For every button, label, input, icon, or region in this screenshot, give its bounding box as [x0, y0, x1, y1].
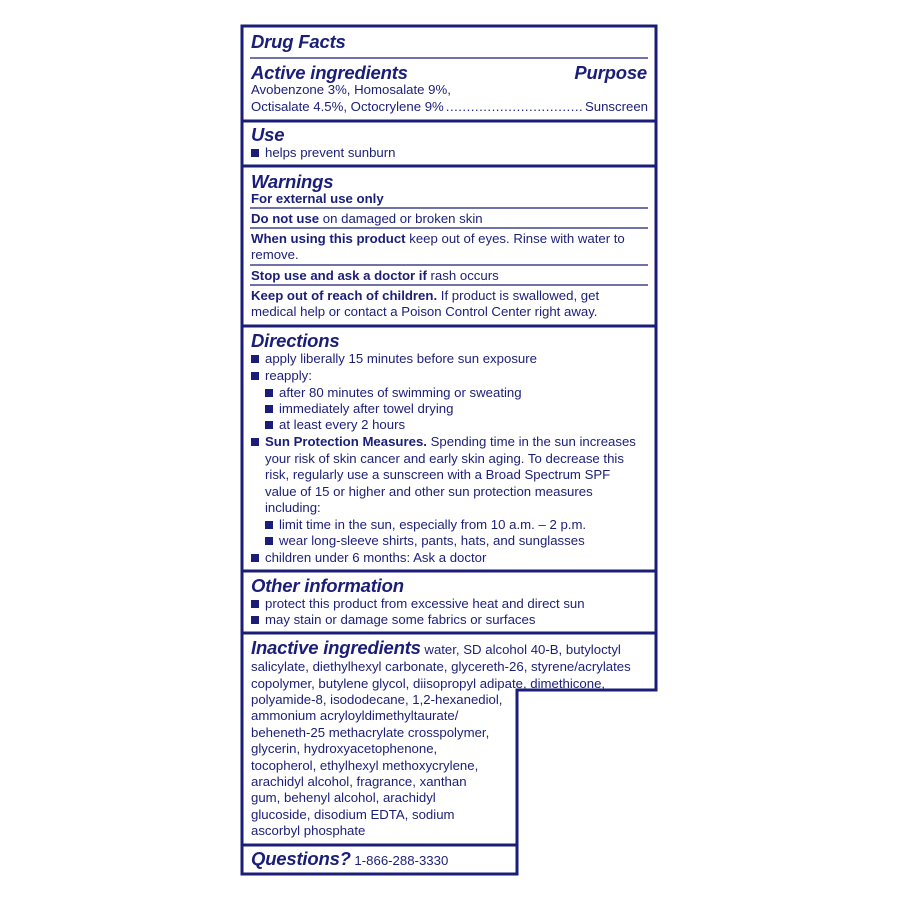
- inactive-ingredients-heading: Inactive ingredients: [251, 637, 421, 658]
- warnings-heading: Warnings: [251, 171, 334, 192]
- active-ingredients-text: Octisalate 4.5%, Octocrylene 9%: [251, 99, 444, 114]
- inactive-ingredients-first-line: Inactive ingredients water, SD alcohol 40-B, butyloctyl: [251, 637, 621, 658]
- direction-apply: apply liberally 15 minutes before sun exposure: [251, 351, 537, 367]
- other-information-item: may stain or damage some fabrics or surfaces: [251, 612, 535, 628]
- when-using-line-2: remove.: [251, 247, 299, 262]
- reapply-item: after 80 minutes of swimming or sweating: [265, 385, 522, 401]
- questions-line: [251, 848, 449, 869]
- inactive-ingredients-line: ascorbyl phosphate: [251, 823, 366, 838]
- other-information-heading: Other information: [251, 575, 404, 596]
- stop-use: Stop use and ask a doctor if rash occurs: [251, 268, 499, 283]
- sun-protection-measures-line: your risk of skin cancer and early skin aging. To decrease this: [265, 451, 624, 466]
- keep-out-line-1: Keep out of reach of children. If product is swallowed, get: [251, 288, 600, 303]
- active-ingredients-heading: Active ingredients: [251, 62, 408, 83]
- inactive-ingredients-line: salicylate, diethylhexyl carbonate, glycereth-26, styrene/acrylates: [251, 659, 631, 674]
- direction-reapply: reapply:: [251, 368, 312, 384]
- direction-children: children under 6 months: Ask a doctor: [251, 550, 486, 566]
- sun-protection-measures-line: value of 15 or higher and other sun protection measures: [265, 484, 593, 499]
- inactive-ingredients-line: polyamide-8, isododecane, 1,2-hexanediol,: [251, 692, 503, 707]
- questions-phone: 1-866-288-3330: [350, 853, 449, 868]
- inactive-ingredients-line: ammonium acryloyldimethyltaurate/: [251, 708, 459, 723]
- use-heading: Use: [251, 124, 285, 145]
- when-using-line-1: When using this product keep out of eyes. Rinse with water to: [251, 231, 625, 246]
- reapply-item: immediately after towel drying: [265, 401, 453, 417]
- sun-protection-item: limit time in the sun, especially from 10 a.m. – 2 p.m.: [265, 517, 586, 533]
- inactive-ingredients-line: arachidyl alcohol, fragrance, xanthan: [251, 774, 467, 789]
- sun-protection-measures-line: risk, regularly use a sunscreen with a Broad Spectrum SPF: [265, 467, 611, 482]
- directions-heading: Directions: [251, 330, 340, 351]
- do-not-use: Do not use on damaged or broken skin: [251, 211, 483, 226]
- sun-protection-item: wear long-sleeve shirts, pants, hats, and sunglasses: [265, 533, 585, 549]
- inactive-ingredients-line: copolymer, butylene glycol, diisopropyl adipate, dimethicone,: [251, 676, 606, 691]
- external-use-only: For external use only: [251, 191, 384, 206]
- active-ingredients-line-2: [251, 99, 648, 115]
- other-information-item: protect this product from excessive heat and direct sun: [251, 596, 585, 612]
- purpose-value: Sunscreen: [584, 99, 648, 114]
- inactive-ingredients-line: tocopherol, ethylhexyl methoxycrylene,: [251, 758, 479, 773]
- sun-protection-measures-line: including:: [265, 500, 321, 515]
- sun-protection-measures-line-1: Sun Protection Measures. Spending time in the sun increases: [251, 434, 636, 450]
- inactive-ingredients-line: beheneth-25 methacrylate crosspolymer,: [251, 725, 490, 740]
- inactive-ingredients-line: glycerin, hydroxyacetophenone,: [251, 741, 438, 756]
- drug-facts-title: Drug Facts: [251, 31, 346, 52]
- inactive-ingredients-line: glucoside, disodium EDTA, sodium: [251, 807, 455, 822]
- active-ingredients-line-1: Avobenzone 3%, Homosalate 9%,: [251, 82, 451, 97]
- use-item: helps prevent sunburn: [251, 145, 396, 161]
- keep-out-line-2: medical help or contact a Poison Control Center right away.: [251, 304, 598, 319]
- questions-heading: Questions?: [251, 848, 351, 869]
- reapply-item: at least every 2 hours: [265, 417, 405, 433]
- inactive-ingredients-line: gum, behenyl alcohol, arachidyl: [251, 790, 436, 805]
- leader-dots: .................................: [445, 99, 584, 114]
- purpose-heading: Purpose: [574, 62, 647, 83]
